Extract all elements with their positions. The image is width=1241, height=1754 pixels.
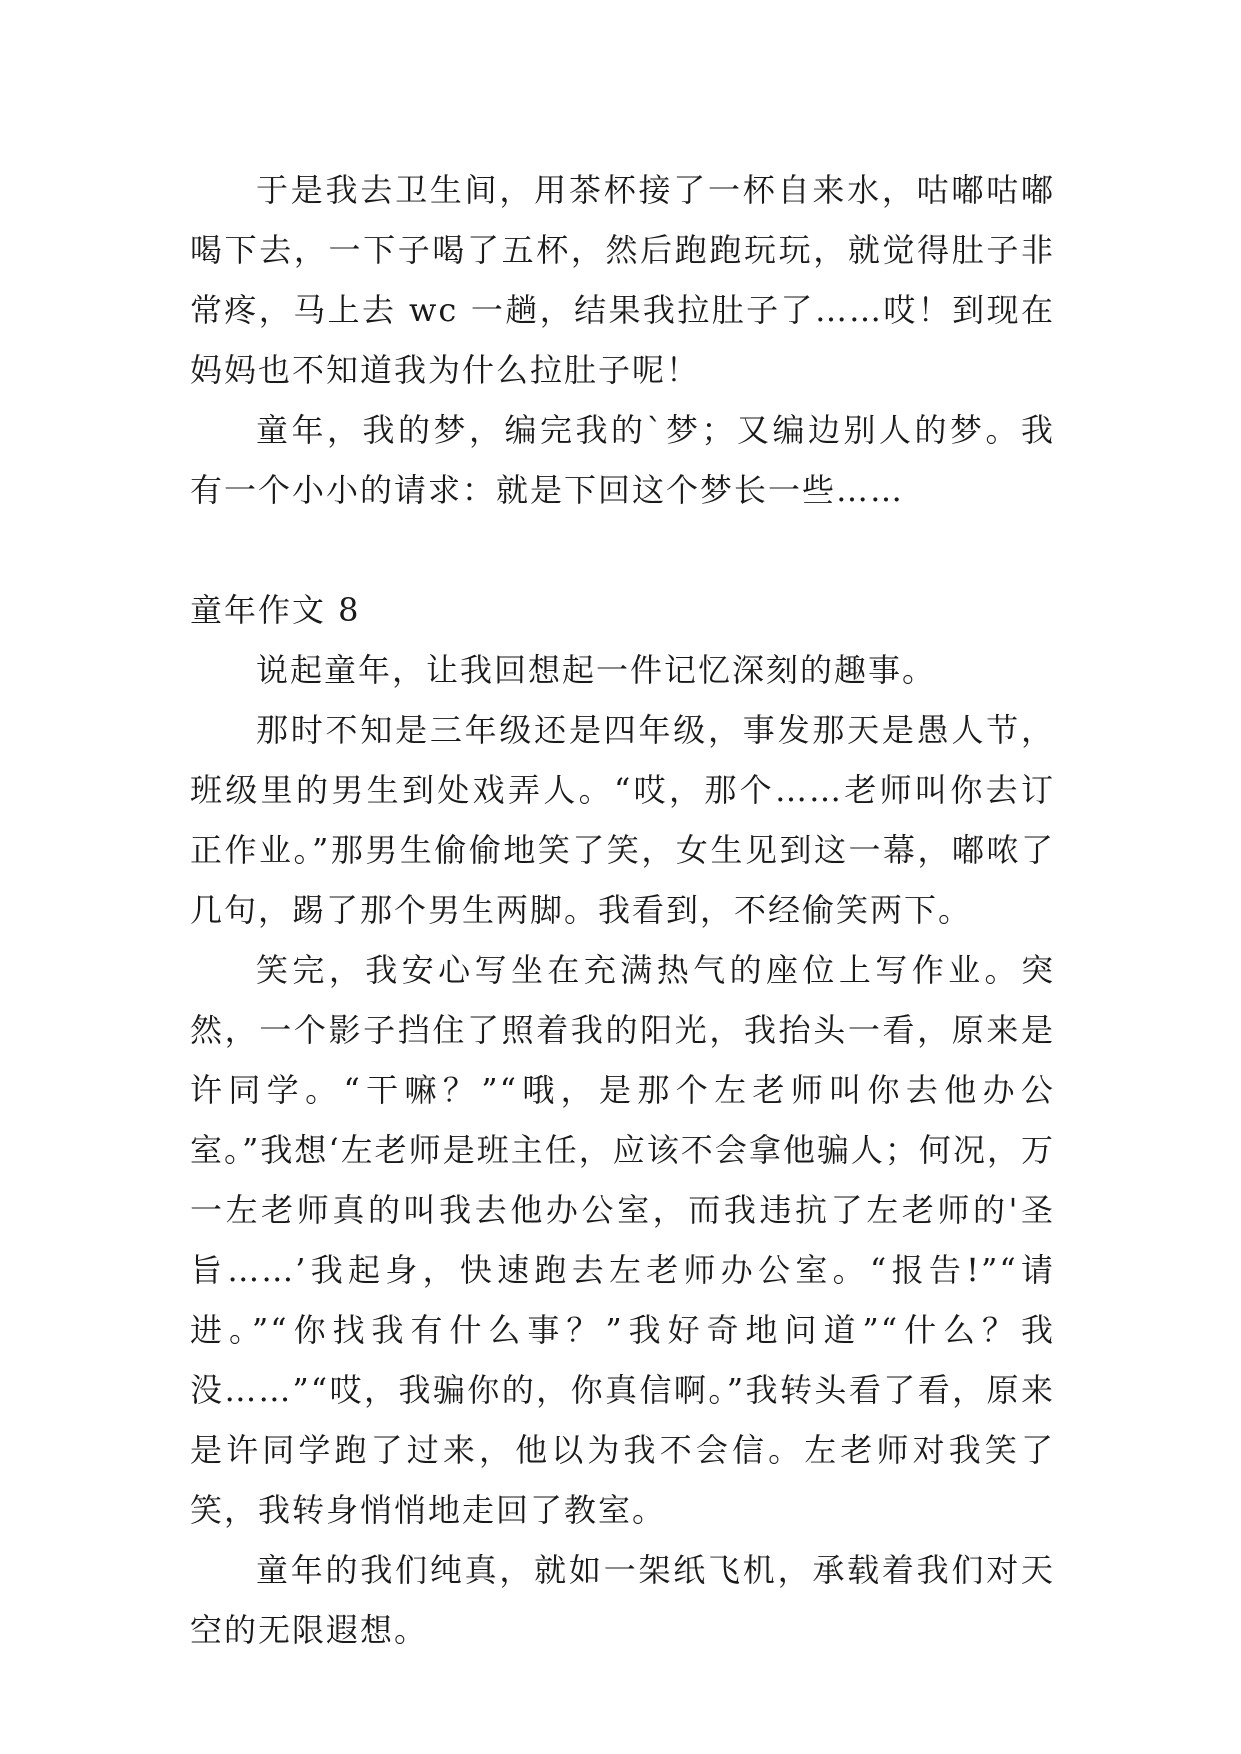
document-body [190, 160, 1055, 1660]
paragraph: 说起童年，让我回想起一件记忆深刻的趣事。 [256, 651, 937, 689]
section-spacer [190, 520, 1055, 580]
section-title: 童年作文 8 [190, 591, 361, 629]
paragraph: 那时不知是三年级还是四年级，事发那天是愚人节，班级里的男生到处戏弄人。“哎，那个……老师叫你去订正作业。”那男生偷偷地笑了笑，女生见到这一幕，嘟哝了几句，踢了那个男生两脚。我看到，不经偷笑两下。 [190, 711, 1055, 929]
paragraph: 童年的我们纯真，就如一架纸飞机，承载着我们对天空的无限遐想。 [190, 1551, 1055, 1649]
paragraph: 童年，我的梦，编完我的`梦；又编边别人的梦。我有一个小小的请求：就是下回这个梦长一些…… [190, 411, 1055, 509]
paragraph: 笑完，我安心写坐在充满热气的座位上写作业。突然，一个影子挡住了照着我的阳光，我抬头一看，原来是许同学。“干嘛？”“哦，是那个左老师叫你去他办公室。”我想‘左老师是班主任，应该不会拿他骗人；何况，万一左老师真的叫我去他办公室，而我违抗了左老师的'圣旨……’我起身，快速跑去左老师办公室。“报告!”“请进。”“你找我有什么事？”我好奇地问道”“什么？我没……”“哎，我骗你的，你真信啊。”我转头看了看，原来是许同学跑了过来，他以为我不会信。左老师对我笑了笑，我转身悄悄地走回了教室。 [190, 951, 1055, 1529]
paragraph: 于是我去卫生间，用茶杯接了一杯自来水，咕嘟咕嘟喝下去，一下子喝了五杯，然后跑跑玩玩，就觉得肚子非常疼，马上去 wc 一趟，结果我拉肚子了……哎！到现在妈妈也不知道我为什么拉肚子呢！ [190, 171, 1055, 389]
